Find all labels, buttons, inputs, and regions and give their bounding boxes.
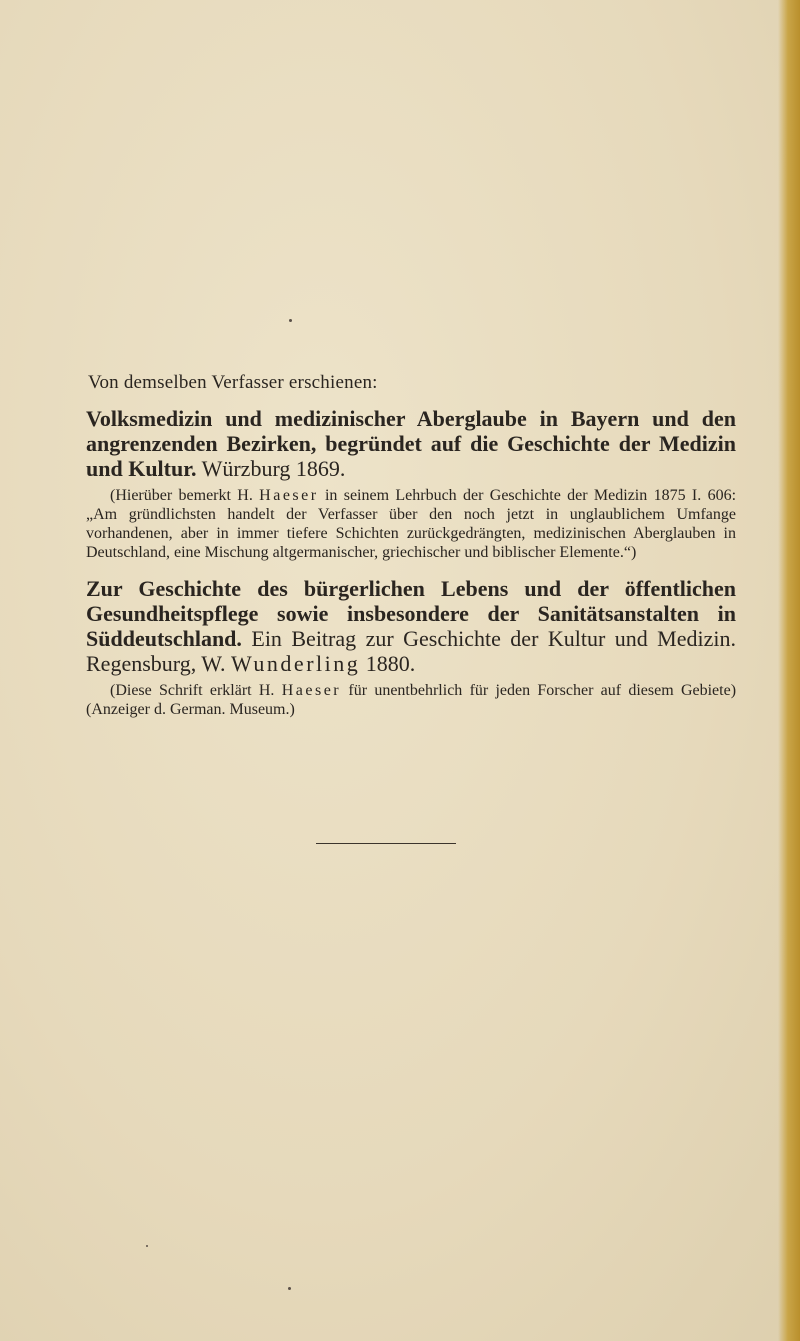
note-text: in seinem Lehrbuch der Geschichte der Medizin 1875 I. 606: „Am gründlichsten handelt der Verfasser über den noch jetzt in unglaublichem Umfange vorhandenen, aber in immer tiefere Schichten zurückgedrängten, medizinischen Aberglauben in Deutschland, eine Mischung altgermanischer, griechischer und biblischer Elemente.“): [86, 487, 737, 561]
note-text: für unentbehrlich für jeden Forscher auf diesem Gebiete) (Anzeiger d. German. Museum.): [86, 682, 737, 718]
note-author-name: Haeser: [259, 487, 319, 504]
entry-publication-place: Regensburg, W.: [86, 651, 226, 676]
entry-publisher: Wunderling: [231, 651, 361, 676]
paper-speck: [289, 319, 292, 322]
entry-title: [86, 406, 736, 481]
note-prefix: (Hierüber bemerkt H.: [110, 487, 253, 504]
bibliography-entry: [86, 576, 736, 719]
divider-rule: [316, 843, 456, 844]
paper-speck: [288, 1287, 291, 1290]
bibliography-entry: [86, 406, 736, 562]
entry-title-text: Zur Geschichte des bürgerlichen Lebens und der öffentlichen Gesundheitspflege sowie insbesondere der Sanitätsanstalten in Süddeutschland.: [86, 576, 736, 651]
paper-speck: [146, 1245, 148, 1247]
note-author-name: Haeser: [281, 682, 342, 699]
entry-publication: Würzburg 1869.: [201, 456, 346, 481]
note-prefix: (Diese Schrift erklärt H.: [110, 682, 275, 699]
entry-title: [86, 576, 736, 676]
entry-title-text: Volksmedizin und medizinischer Aberglaube in Bayern und den angrenzenden Bezirken, begründet auf die Geschichte der Medizin und Kultur.: [86, 406, 736, 481]
section-heading: Von demselben Verfasser erschienen:: [88, 372, 378, 393]
content-block: [86, 372, 736, 733]
entry-subtitle: Ein Beitrag zur Geschichte der Kultur und Medizin.: [251, 626, 736, 651]
page-edge-shadow: [778, 0, 800, 1341]
entry-year: 1880.: [365, 651, 416, 676]
entry-note: [86, 681, 736, 719]
entry-note: [86, 486, 736, 562]
